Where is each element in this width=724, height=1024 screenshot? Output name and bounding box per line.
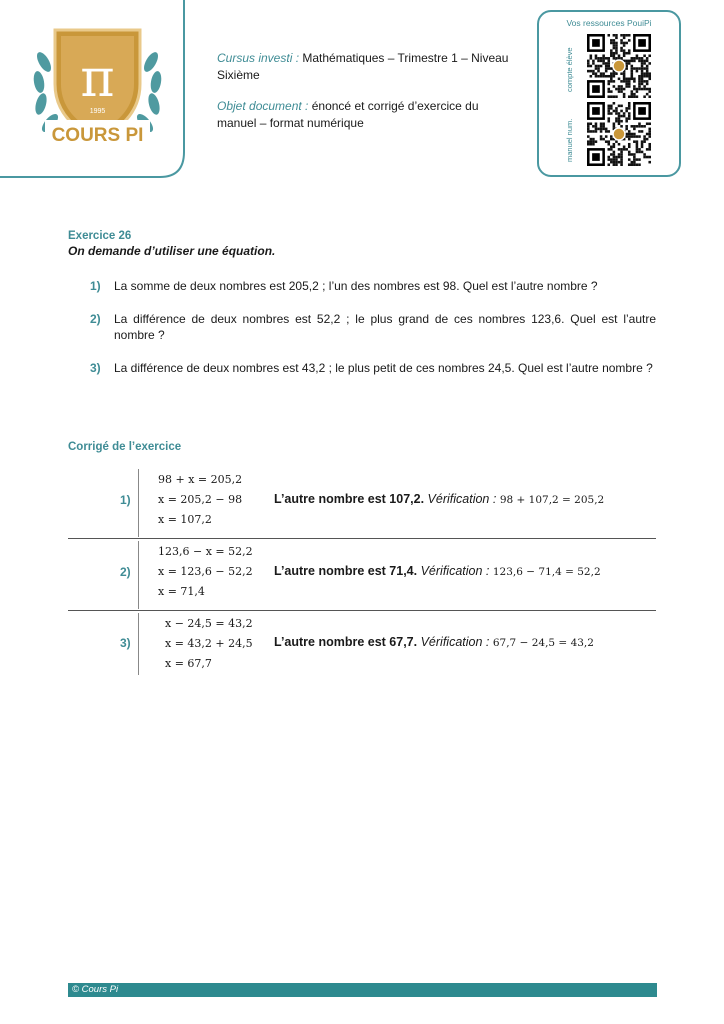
resources-box [537,10,681,177]
question-1: 1) La somme de deux nombres est 205,2 ; l’un des nombres est 98. Quel est l’autre nombre ? [90,279,598,293]
cursus-line: Cursus investi : Mathématiques – Trimestre 1 – Niveau Sixième [217,51,509,82]
exercise-title: Exercice 26 [68,230,132,242]
exercise-subtitle: On demande d’utiliser une équation. [68,244,276,258]
resources-title: Vos ressources PouiPi [566,18,652,28]
header-info [217,50,517,146]
question-2: 2) La différence de deux nombres est 52,2 ; le plus grand de ces nombres 123,6. Quel est l’autre nombre ? [90,312,656,342]
qr-code-compte-eleve[interactable] [587,34,651,98]
correction-title: Corrigé de l’exercice [68,441,182,453]
question-3: 3) La différence de deux nombres est 43,2 ; le plus petit de ces nombres 24,5. Quel est l’autre nombre ? [90,361,653,375]
footer-copyright: © Cours Pi [72,984,119,995]
divider-2 [68,610,656,611]
cours-pi-logo [30,22,165,157]
objet-line: Objet document : énoncé et corrigé d’exercice du manuel – format numérique [217,99,479,130]
divider-1 [68,538,656,539]
correction-row-1: 1) 98 + x = 205,2 x = 205,2 − 98 x = 107,2 L’autre nombre est 107,2. Vérification : 98 + 107,2 = 205,2 [68,469,656,537]
qr-code-manuel-num[interactable] [587,102,651,166]
pi-symbol: π [80,49,115,109]
correction-row-2: 2) 123,6 − x = 52,2 x = 123,6 − 52,2 x = 71,4 L’autre nombre est 71,4. Vérification : 123,6 − 71,4 = 52,2 [68,541,656,609]
correction-row-3: 3) x − 24,5 = 43,2 x = 43,2 + 24,5 x = 67,7 L’autre nombre est 67,7. Vérification : 67,7 − 24,5 = 43,2 [68,613,656,675]
exercise-section [68,230,658,258]
label-compte-eleve: compte élève [565,47,574,92]
svg-text:COURS PI: COURS PI [51,125,144,146]
footer-bar [68,983,657,997]
label-manuel-num: manuel num. [565,118,574,162]
svg-text:1995: 1995 [89,108,106,115]
